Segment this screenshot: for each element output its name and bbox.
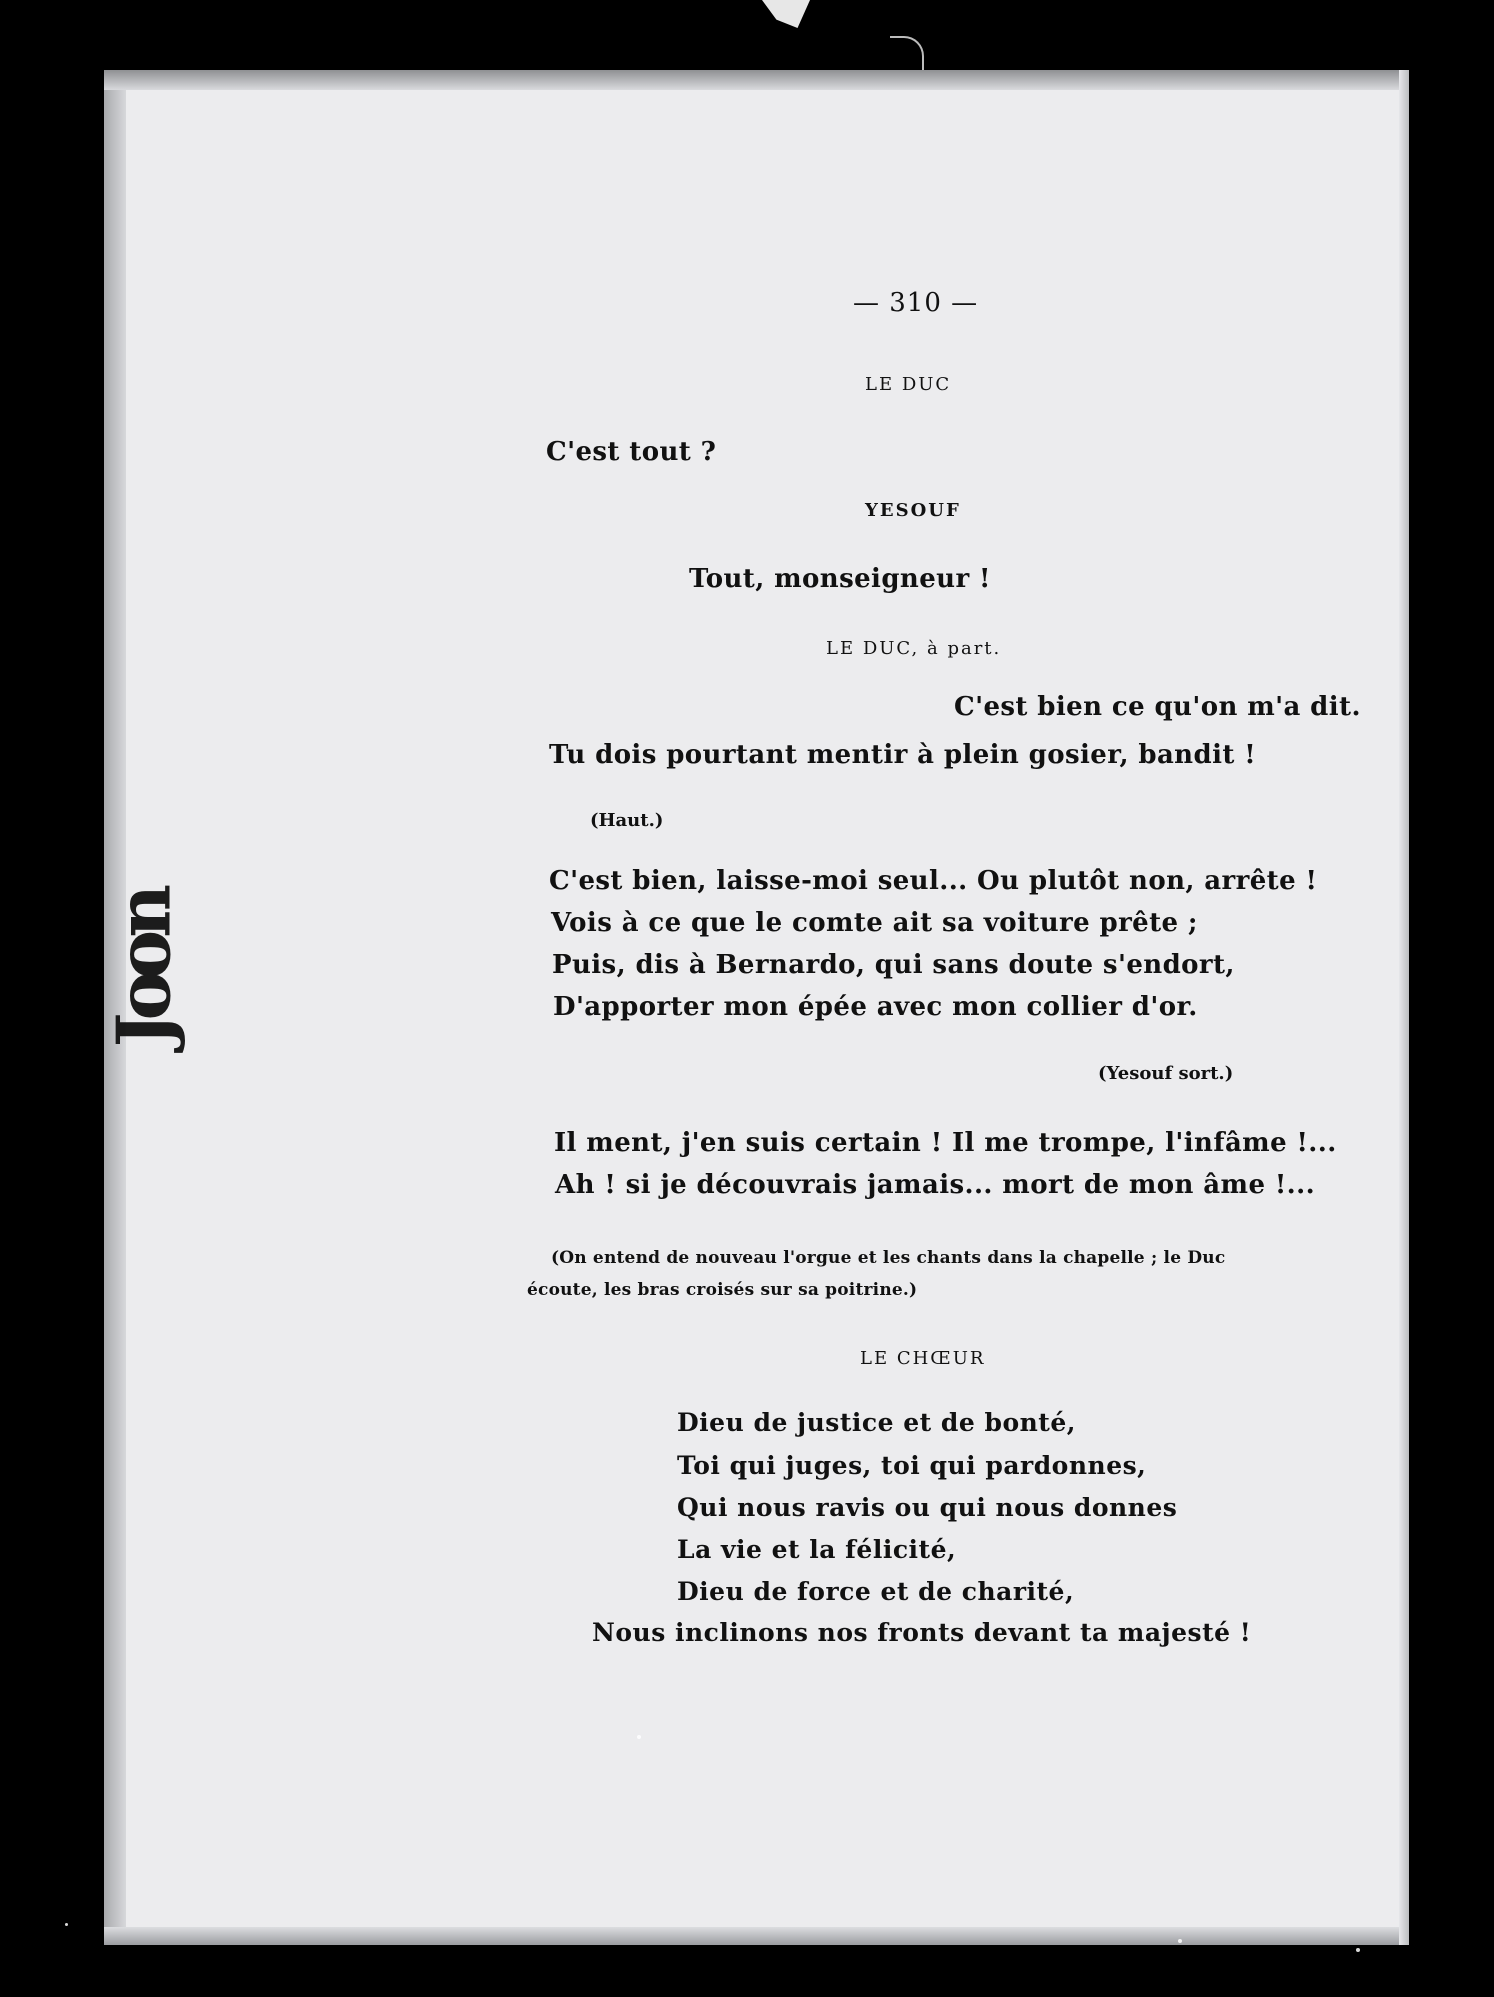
verse-line-4: Vois à ce que le comte ait sa voiture prête ; [551,908,1198,938]
speaker-yesouf: YESOUF [865,500,961,521]
choir-line-1: Dieu de justice et de bonté, [677,1408,1076,1437]
verse-line-3: C'est bien, laisse-moi seul... Ou plutôt non, arrête ! [549,866,1318,896]
line-cest-tout: C'est tout ? [546,437,717,467]
page-top-edge [104,70,1409,90]
yesouf-sort-direction: (Yesouf sort.) [1098,1063,1234,1084]
speaker-le-duc-a-part: LE DUC, à part. [826,638,1002,659]
haut-direction: (Haut.) [590,810,664,831]
margin-handwriting [108,973,268,1048]
speaker-le-choeur: LE CHŒUR [860,1348,986,1369]
speaker-le-duc: LE DUC [865,374,952,395]
page-right-edge [1399,70,1409,1945]
verse-line-7: Il ment, j'en suis certain ! Il me trompe, l'infâme !... [554,1128,1337,1158]
page-number: — 310 — [853,288,979,318]
scan-speck [1356,1948,1360,1952]
verse-line-6: D'apporter mon épée avec mon collier d'or. [553,992,1198,1022]
verse-line-2: Tu dois pourtant mentir à plein gosier, bandit ! [549,740,1257,770]
choir-line-4: La vie et la félicité, [677,1535,957,1564]
line-tout-monseigneur: Tout, monseigneur ! [689,564,991,594]
choir-line-5: Dieu de force et de charité, [677,1577,1075,1606]
verse-line-1: C'est bien ce qu'on m'a dit. [954,692,1361,722]
choir-line-6: Nous inclinons nos fronts devant ta majesté ! [592,1618,1252,1647]
page-speck [637,1735,641,1739]
choir-line-3: Qui nous ravis ou qui nous donnes [677,1493,1178,1522]
verse-line-5: Puis, dis à Bernardo, qui sans doute s'endort, [552,950,1235,980]
stage-direction-line-1: (On entend de nouveau l'orgue et les chants dans la chapelle ; le Duc [551,1248,1226,1268]
verse-line-8: Ah ! si je découvrais jamais... mort de mon âme !... [555,1170,1316,1200]
scan-speck [65,1923,68,1926]
choir-line-2: Toi qui juges, toi qui pardonnes, [677,1451,1147,1480]
page-bottom-edge [104,1927,1409,1945]
stage-direction-line-2: écoute, les bras croisés sur sa poitrine.) [527,1280,918,1300]
scan-speck [1178,1939,1182,1943]
